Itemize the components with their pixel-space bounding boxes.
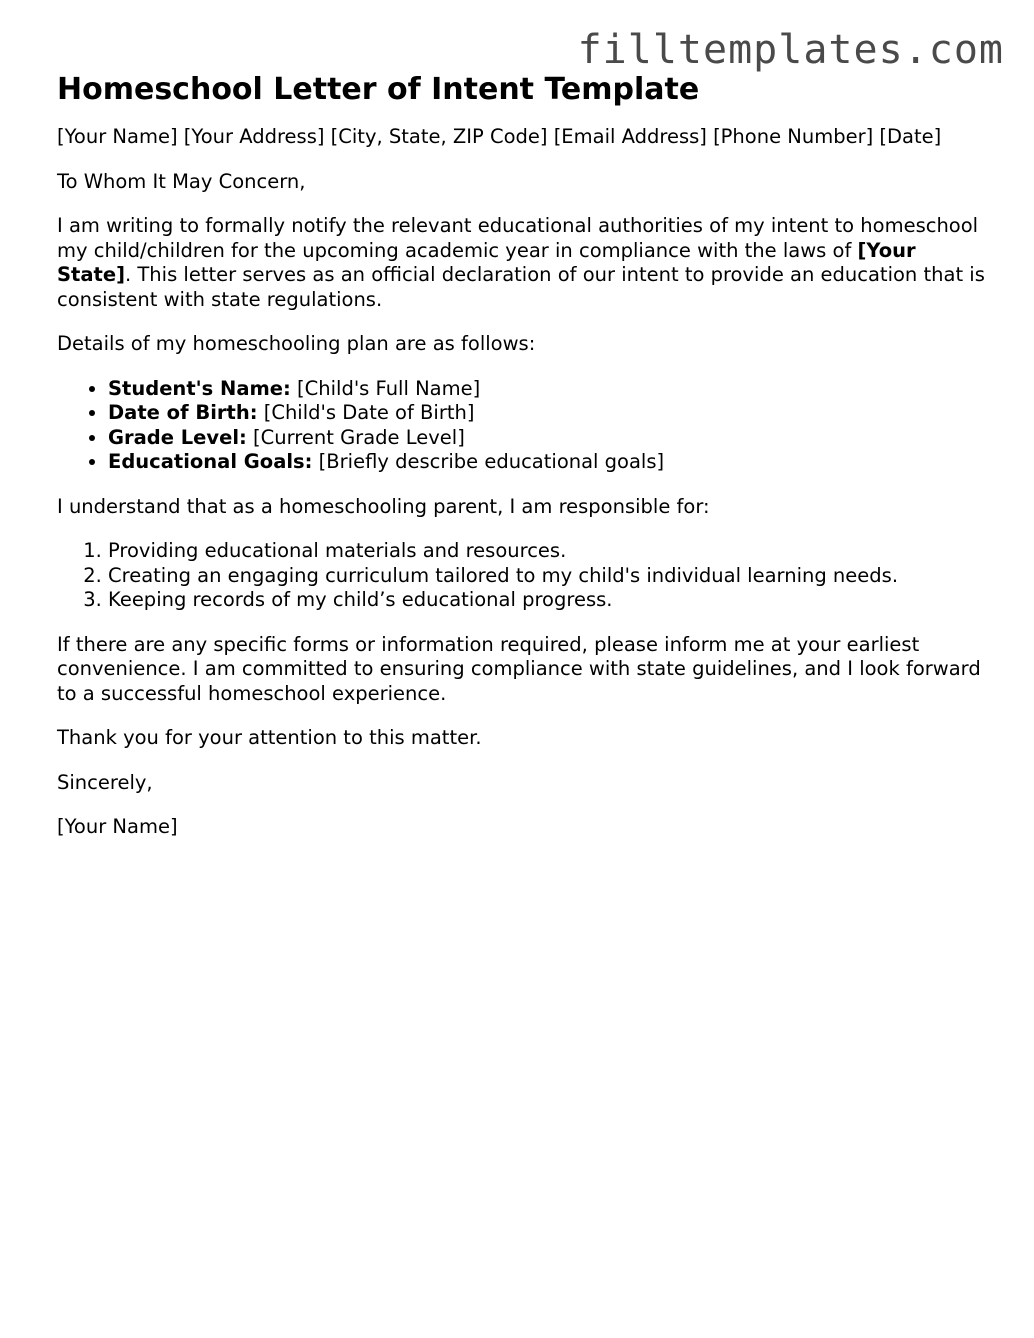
detail-value: [Briefly describe educational goals] (312, 450, 665, 473)
page-title: Homeschool Letter of Intent Template (57, 72, 700, 107)
state-placeholder: [Your State] (57, 238, 916, 286)
signoff: Sincerely, (57, 770, 153, 794)
list-item (108, 450, 987, 475)
salutation: To Whom It May Concern, (57, 169, 306, 193)
closing-paragraph: If there are any specific forms or information required, please inform me at your earliest convenience. I am committed to ensuring compliance with state guidelines, and I look forward to a successful homeschool experience. (57, 632, 981, 705)
detail-label: Educational Goals: (108, 450, 313, 473)
intro-paragraph (57, 214, 987, 312)
intro-text-start: I am writing to formally notify the relevant educational authorities of my intent to homeschool my child/children for the upcoming academic year in compliance with the laws of (57, 214, 979, 262)
thanks-line: Thank you for your attention to this matter. (57, 726, 482, 749)
list-item (108, 401, 987, 426)
list-item (108, 377, 987, 402)
detail-label: Student's Name: (108, 376, 291, 400)
sender-header: [Your Name] [Your Address] [City, State, ZIP Code] [Email Address] [Phone Number] [Date] (57, 125, 942, 148)
details-list (57, 377, 987, 475)
letter-document (57, 72, 987, 860)
intro-text-end: . This letter serves as an official declaration of our intent to provide an education that is consistent with state regulations. (57, 263, 985, 311)
watermark: filltemplates.com (577, 27, 1004, 73)
list-item (108, 426, 987, 451)
list-item: 2. Creating an engaging curriculum tailored to my child's individual learning needs. (108, 564, 987, 589)
list-item: 3. Keeping records of my child’s educational progress. (108, 588, 987, 613)
detail-label: Date of Birth: (108, 401, 258, 424)
responsibilities-list (57, 539, 987, 613)
signature-placeholder: [Your Name] (57, 815, 178, 838)
detail-value: [Child's Date of Birth] (257, 401, 475, 424)
responsibilities-intro: I understand that as a homeschooling parent, I am responsible for: (57, 494, 710, 518)
list-item: 1. Providing educational materials and resources. (108, 539, 987, 564)
details-intro: Details of my homeschooling plan are as follows: (57, 332, 536, 355)
detail-label: Grade Level: (108, 425, 247, 449)
detail-value: [Current Grade Level] (246, 425, 465, 449)
detail-value: [Child's Full Name] (290, 376, 481, 400)
